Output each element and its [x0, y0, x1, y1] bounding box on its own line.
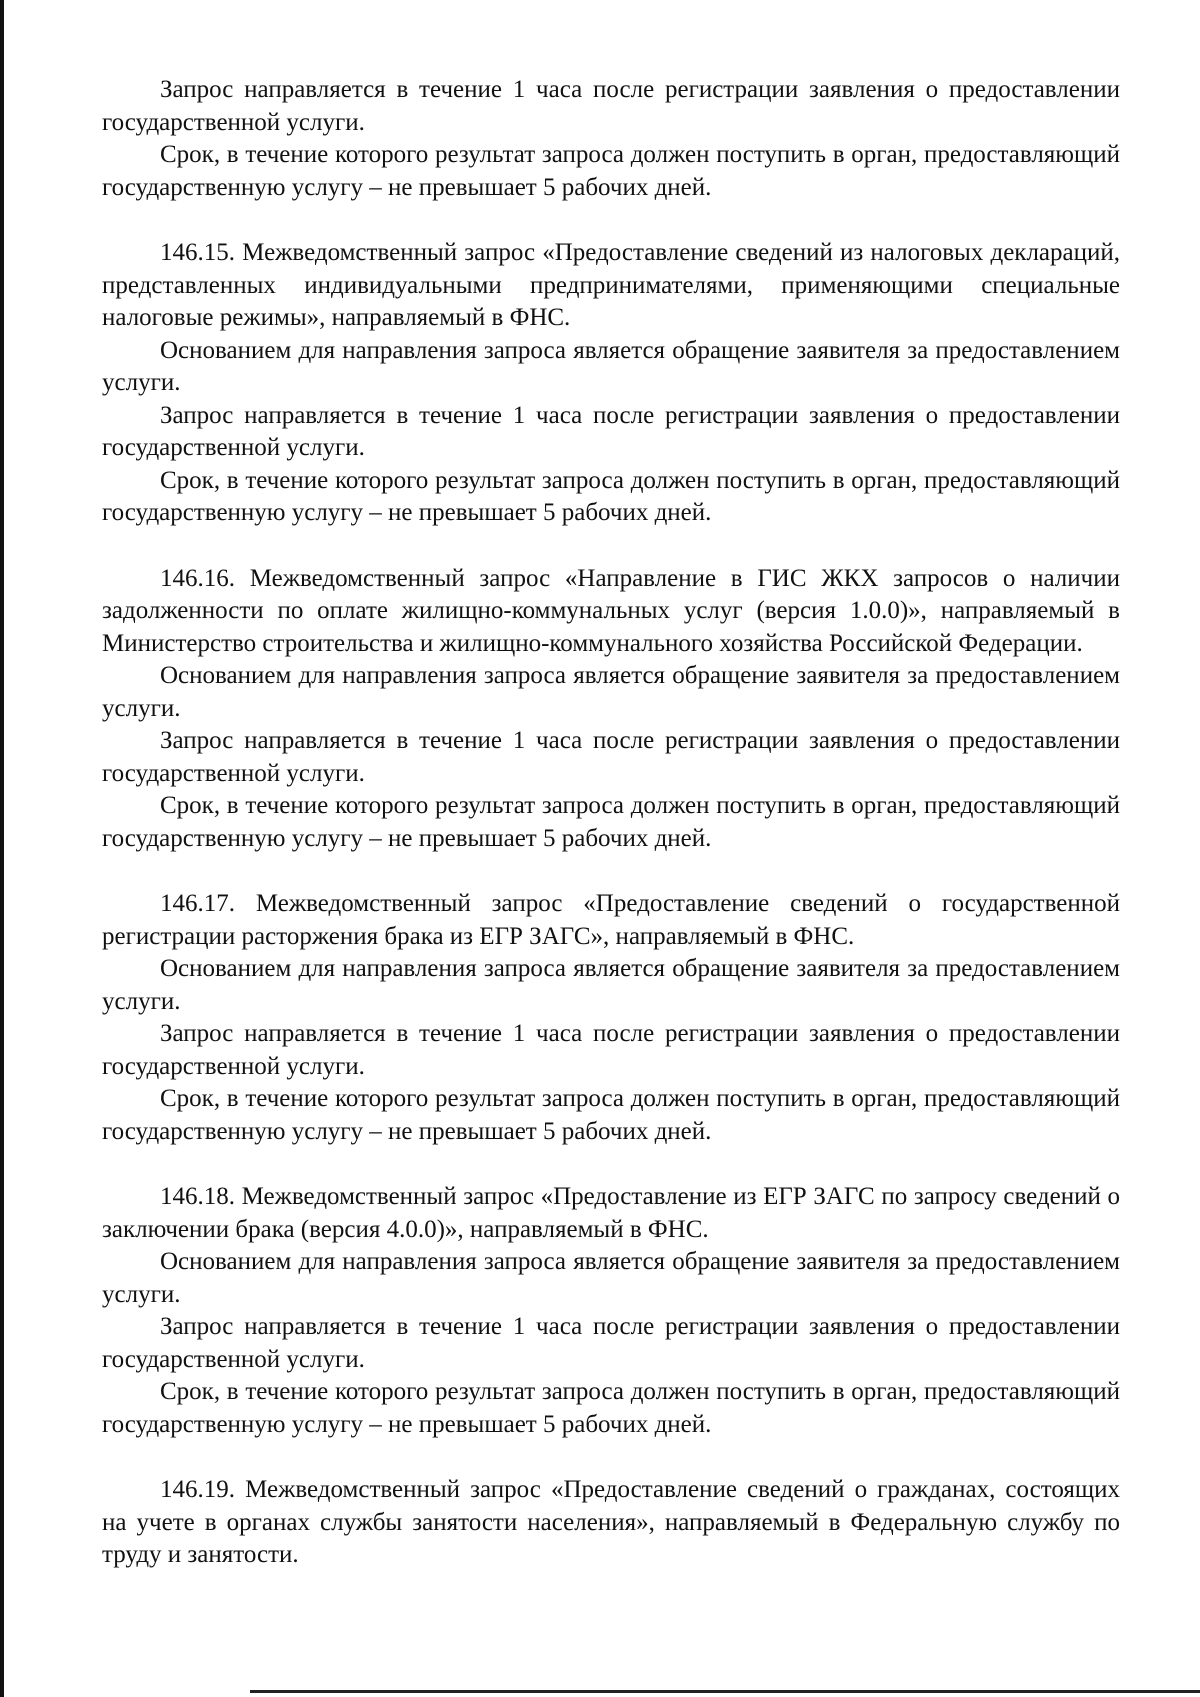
section-146-15 — [102, 237, 1120, 530]
paragraph-request-timing: Запрос направляется в течение 1 часа после регистрации заявления о предоставлении государственной услуги. — [102, 1313, 1120, 1373]
paragraph-response-deadline: Срок, в течение которого результат запроса должен поступить в орган, предоставляющий государственную услугу – не превышает 5 рабочих дней. — [102, 141, 1120, 201]
paragraph-request-basis: Основанием для направления запроса является обращение заявителя за предоставлением услуги. — [102, 955, 1120, 1015]
scan-edge-left — [0, 0, 4, 1697]
scan-edge-bottom — [250, 1690, 1200, 1693]
paragraph-request-timing: Запрос направляется в течение 1 часа после регистрации заявления о предоставлении государственной услуги. — [102, 76, 1120, 136]
paragraph-response-deadline: Срок, в течение которого результат запроса должен поступить в орган, предоставляющий государственную услугу – не превышает 5 рабочих дней. — [102, 1378, 1120, 1438]
paragraph-request-basis: Основанием для направления запроса является обращение заявителя за предоставлением услуги. — [102, 1248, 1120, 1308]
paragraph-request-timing: Запрос направляется в течение 1 часа после регистрации заявления о предоставлении государственной услуги. — [102, 727, 1120, 787]
paragraph-request-basis: Основанием для направления запроса является обращение заявителя за предоставлением услуги. — [102, 336, 1120, 396]
paragraph-request-title: 146.19. Межведомственный запрос «Предоставление сведений о гражданах, состоящих на учете в органах службы занятости населения», направляемый в Федеральную службу по труду и занятости. — [102, 1476, 1120, 1568]
paragraph-request-timing: Запрос направляется в течение 1 часа после регистрации заявления о предоставлении государственной услуги. — [102, 401, 1120, 461]
paragraph-response-deadline: Срок, в течение которого результат запроса должен поступить в орган, предоставляющий государственную услугу – не превышает 5 рабочих дней. — [102, 792, 1120, 852]
paragraph-request-title: 146.18. Межведомственный запрос «Предоставление из ЕГР ЗАГС по запросу сведений о заключении брака (версия 4.0.0)», направляемый в ФНС. — [102, 1183, 1120, 1243]
paragraph-response-deadline: Срок, в течение которого результат запроса должен поступить в орган, предоставляющий государственную услугу – не превышает 5 рабочих дней. — [102, 466, 1120, 526]
section-intro — [102, 74, 1120, 204]
section-146-19 — [102, 1474, 1120, 1572]
document-body — [102, 74, 1120, 1572]
paragraph-request-title: 146.15. Межведомственный запрос «Предоставление сведений из налоговых деклараций, представленных индивидуальными предпринимателями, применяющими специальные налоговые режимы», направляемый в ФНС. — [102, 239, 1120, 331]
section-146-17 — [102, 888, 1120, 1148]
section-146-16 — [102, 563, 1120, 856]
paragraph-request-title: 146.16. Межведомственный запрос «Направление в ГИС ЖКХ запросов о наличии задолженности по оплате жилищно-коммунальных услуг (версия 1.0.0)», направляемый в Министерство строительства и жилищно-коммунального хозяйства Российской Федерации. — [102, 564, 1120, 657]
section-146-18 — [102, 1181, 1120, 1441]
paragraph-response-deadline: Срок, в течение которого результат запроса должен поступить в орган, предоставляющий государственную услугу – не превышает 5 рабочих дней. — [102, 1085, 1120, 1145]
paragraph-request-basis: Основанием для направления запроса является обращение заявителя за предоставлением услуги. — [102, 662, 1120, 722]
paragraph-request-title: 146.17. Межведомственный запрос «Предоставление сведений о государственной регистрации расторжения брака из ЕГР ЗАГС», направляемый в ФНС. — [102, 890, 1120, 950]
paragraph-request-timing: Запрос направляется в течение 1 часа после регистрации заявления о предоставлении государственной услуги. — [102, 1020, 1120, 1080]
